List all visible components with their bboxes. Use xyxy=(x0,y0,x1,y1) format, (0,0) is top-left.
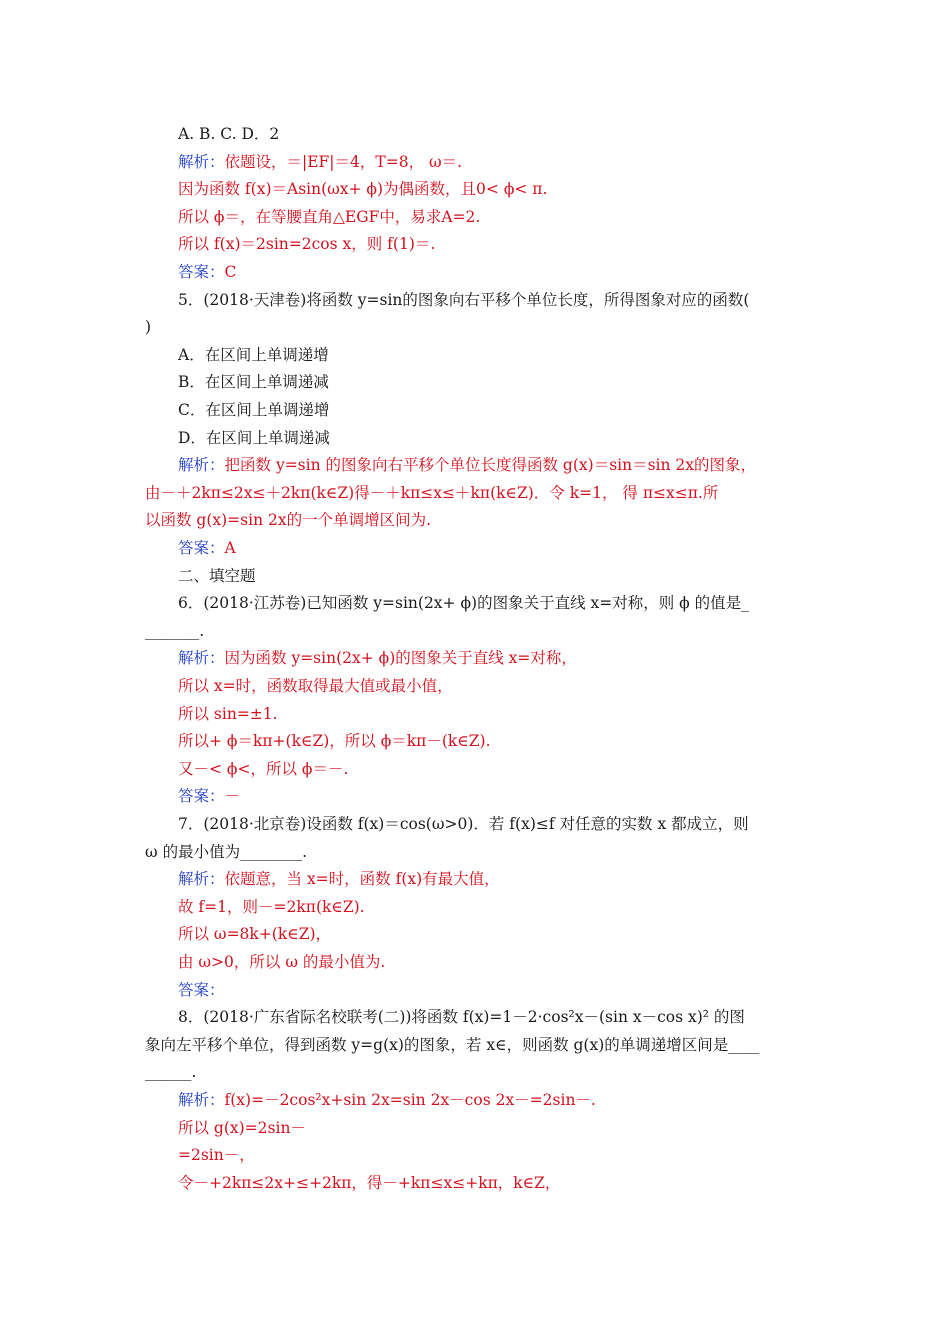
line-text: f(x)=－2cos²x+sin 2x=sin 2x－cos 2x－=2sin－. xyxy=(224,1091,596,1109)
line-text: 以函数 g(x)=sin 2x的一个单调增区间为. xyxy=(145,511,432,530)
label-text: 解析： xyxy=(178,1091,225,1109)
label-text: 解析： xyxy=(178,456,225,475)
line-text: 所以 g(x)=2sin－ xyxy=(178,1118,306,1137)
label-text: 解析： xyxy=(178,152,225,171)
label-text: 答案： xyxy=(178,539,225,557)
line-text: B．在区间上单调递减 xyxy=(178,373,329,392)
line-text: 依题设，＝|EF|＝4，T=8， ω＝. xyxy=(224,152,463,171)
line-text: 由 ω>0，所以 ω 的最小值为. xyxy=(178,953,386,971)
line-text: ) xyxy=(145,318,152,337)
text-line xyxy=(145,1062,785,1084)
line-text: _______. xyxy=(145,621,205,640)
line-text: 依题意，当 x=时，函数 f(x)有最大值， xyxy=(224,870,500,889)
text-line xyxy=(145,483,785,505)
label-text: 答案： xyxy=(178,263,225,281)
line-text: 把函数 y=sin 的图象向右平移个单位长度得函数 g(x)＝sin＝sin 2x的图象， xyxy=(224,456,757,475)
text-line xyxy=(178,372,818,394)
label-text: 答案： xyxy=(178,787,225,806)
line-text: 因为函数 y=sin(2x+ ϕ)的图象关于直线 x=对称， xyxy=(224,649,577,668)
line-text: 7．(2018·北京卷)设函数 f(x)＝cos(ω>0)．若 f(x)≤f 对任意的实数 x 都成立，则 xyxy=(178,815,749,833)
text-line xyxy=(145,510,785,532)
text-line xyxy=(178,345,818,367)
text-line xyxy=(178,704,818,726)
text-line xyxy=(145,842,785,864)
text-line xyxy=(178,1090,818,1112)
text-line xyxy=(178,179,818,201)
line-text: C．在区间上单调递增 xyxy=(178,401,330,419)
line-text: ______. xyxy=(145,1063,197,1082)
label-text: 解析： xyxy=(178,870,225,889)
line-text: － xyxy=(224,787,241,806)
line-text: 所以 x=时，函数取得最大值或最小值， xyxy=(178,677,453,695)
text-line xyxy=(178,1145,818,1167)
text-line xyxy=(178,1007,818,1029)
text-line xyxy=(178,924,818,946)
text-line xyxy=(178,1173,818,1195)
line-text: 因为函数 f(x)＝Asin(ωx+ ϕ)为偶函数，且0< ϕ< π. xyxy=(178,180,548,199)
text-line xyxy=(178,455,818,477)
line-text: ω 的最小值为________. xyxy=(145,842,307,861)
text-line xyxy=(178,1118,818,1140)
text-line xyxy=(178,207,818,229)
line-text: 象向左平移个单位，得到函数 y=g(x)的图象，若 x∈，则函数 g(x)的单调递增区间是____ xyxy=(145,1035,760,1054)
line-text: 所以 f(x)＝2sin=2cos x，则 f(1)＝. xyxy=(178,235,436,254)
line-text: 由－＋2kπ≤2x≤＋2kπ(k∈Z)得－＋kπ≤x≤＋kπ(k∈Z)．令 k=1， 得 π≤x≤π.所 xyxy=(145,483,719,502)
text-line xyxy=(178,566,818,588)
text-line xyxy=(178,952,818,974)
text-line xyxy=(145,1035,785,1057)
text-line xyxy=(178,428,818,450)
line-text: 8．(2018·广东省际名校联考(二))将函数 f(x)=1－2·cos²x－(sin x－cos x)² 的图 xyxy=(178,1008,745,1027)
line-text: A. B. C. D．2 xyxy=(178,125,280,143)
text-line xyxy=(178,980,818,1002)
text-line xyxy=(178,593,818,615)
line-text: 所以 sin=±1. xyxy=(178,704,278,723)
text-line xyxy=(178,731,818,753)
text-line xyxy=(178,234,818,256)
text-line xyxy=(178,897,818,919)
line-text: 二、填空题 xyxy=(178,566,256,585)
line-text: 6．(2018·江苏卷)已知函数 y=sin(2x+ ϕ)的图象关于直线 x=对称，则 ϕ 的值是_ xyxy=(178,594,749,613)
text-line xyxy=(145,621,785,643)
text-line xyxy=(178,869,818,891)
text-line xyxy=(178,124,818,146)
text-line xyxy=(145,317,785,339)
line-text: 故 f=1，则－=2kπ(k∈Z). xyxy=(178,897,365,916)
text-line xyxy=(178,152,818,174)
line-text: C xyxy=(224,263,237,281)
text-line xyxy=(178,786,818,808)
line-text: 令－+2kπ≤2x+≤+2kπ，得－+kπ≤x≤+kπ，k∈Z， xyxy=(178,1173,561,1192)
label-text: 答案： xyxy=(178,980,225,999)
text-line xyxy=(178,759,818,781)
label-text: 解析： xyxy=(178,649,225,668)
line-text: A．在区间上单调递增 xyxy=(178,345,329,364)
text-line xyxy=(178,400,818,422)
line-text: 所以 ω=8k+(k∈Z)， xyxy=(178,925,332,944)
line-text: 5．(2018·天津卷)将函数 y=sin的图象向右平移个单位长度，所得图象对应的函数( xyxy=(178,290,750,309)
text-line xyxy=(178,648,818,670)
text-line xyxy=(178,676,818,698)
line-text: A xyxy=(224,539,236,557)
line-text: =2sin－， xyxy=(178,1146,255,1165)
line-text: D．在区间上单调递减 xyxy=(178,428,330,447)
text-line xyxy=(178,814,818,836)
line-text: 所以+ ϕ＝kπ+(k∈Z)，所以 ϕ＝kπ－(k∈Z). xyxy=(178,732,491,751)
line-text: 所以 ϕ＝，在等腰直角△EGF中，易求A=2. xyxy=(178,207,481,226)
text-line xyxy=(178,290,818,312)
text-line xyxy=(178,538,818,560)
line-text: 又－< ϕ<，所以 ϕ＝－. xyxy=(178,759,349,778)
text-line xyxy=(178,262,818,284)
